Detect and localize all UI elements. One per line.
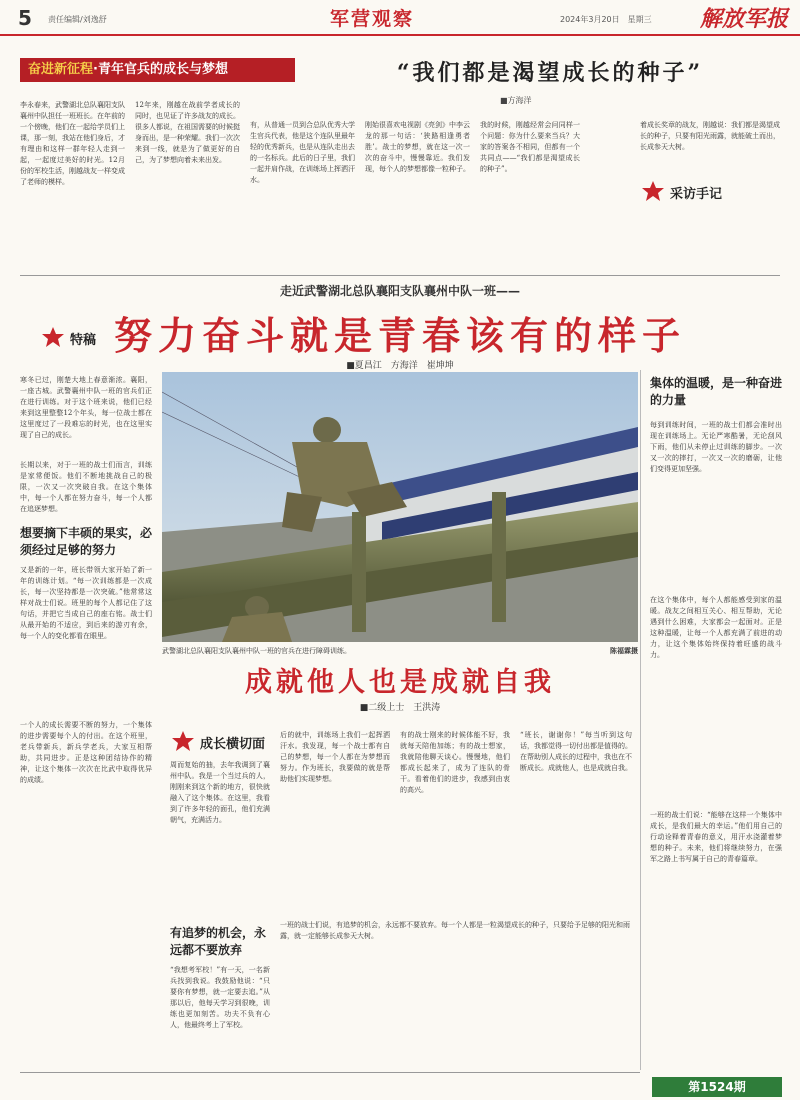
banner-part2: ·青年官兵的成长与梦想: [93, 62, 228, 77]
red-star-icon: [640, 180, 666, 202]
photo-caption-text: 武警湖北总队襄阳支队襄州中队一班的官兵在进行障碍训练。: [162, 647, 351, 655]
main-subhead-1: 想要摘下丰硕的果实，必须经过足够的努力: [20, 526, 153, 557]
right-column-divider: [640, 370, 641, 1070]
recollection-tag: [640, 180, 723, 206]
second-article-byline: ■二级上士 王洪涛: [359, 703, 441, 713]
editors-line: 责任编辑/刘逸舒: [48, 15, 107, 24]
article-title: 努力奋斗就是青春该有的样子: [113, 314, 686, 358]
second-subhead: 有追梦的机会，永远都不要放弃: [170, 926, 267, 957]
top-column-6: 着成长奖章的战友，刚越说：我们都是渴望成长的种子，只要有阳光雨露，就能破土而出，长成参天大树。: [640, 121, 780, 151]
main-right-col-1: 每到训练时间，一班的战士们都会准时出现在训练场上。无论严寒酷暑，无论刮风下雨，他们从未停止过训练的脚步。一次又一次的摔打，一次又一次的磨砺，让他们变得更加坚强。: [650, 421, 782, 473]
newspaper-logo: 解放军报: [700, 6, 789, 32]
main-right-col-3: 一班的战士们说：“能够在这样一个集体中成长，是我们最大的幸运。”他们用自己的行动诠释着青春的意义，用汗水浇灌着梦想的种子。未来，他们将继续努力，在强军之路上书写属于自己的青春篇章。: [650, 811, 782, 863]
second-article-title: 成就他人也是成就自我: [245, 667, 555, 698]
red-star-icon: [40, 326, 66, 348]
second-col-2: 后的就中，训练场上我们一起挥洒汗水。我发现，每一个战士都有自己的梦想，每一个人都在为梦想而努力。作为班长，我要做的就是帮助他们实现梦想。: [280, 731, 390, 783]
page-number: 5: [18, 6, 32, 30]
main-left-col-3: 又是新的一年，班长带领大家开始了新一年的训练计划。“每一次训练都是一次成长，每一次坚持都是一次突破。”他常常这样对战士们说。班里的每个人都记住了这句话，并把它当成自己的座右铭。战士们从最开始的不适应，到后来的游刃有余，每一个人的变化都看在眼里。: [20, 566, 152, 640]
top-column-5: 我的时候，刚越经常会问同样一个问题：你为什么要来当兵？大家的答案各不相同，但都有一个共同点——“我们都是渴望成长的种子”。: [480, 121, 580, 173]
article-byline: ■夏昌江 方海洋 崔坤坤: [346, 361, 454, 371]
top-column-1: 李永春来，武警湖北总队襄阳支队襄州中队担任一班班长。在年前的一个傍晚，他们在一起给学员们上课，那一刻，我站在他们身后，才有理由和这样一群年轻人走到一起，一起度过美好的时光。12月份的军校生活，刚越战友一样变成了老师的模样。: [20, 101, 125, 186]
banner-part1: 奋进新征程: [28, 62, 94, 77]
masthead: [0, 0, 800, 36]
issue-date: 2024年3月20日 星期三: [560, 15, 652, 24]
second-col-4: “班长，谢谢你！”每当听到这句话，我都觉得一切付出都是值得的。在帮助别人成长的过程中，我也在不断成长。成就他人，也是成就自我。: [520, 731, 632, 772]
red-star-icon: [170, 730, 196, 752]
recollection-tag-label: 采访手记: [670, 187, 723, 202]
top-divider: [20, 275, 780, 276]
quote-headline: “我们都是渴望成长的种子”: [396, 60, 704, 86]
issue-number-badge: 第1524期: [652, 1077, 782, 1097]
quote-author: ■方海洋: [500, 96, 532, 105]
second-col-6: 一班的战士们说，有追梦的机会，永远都不要放弃。每一个人都是一粒渴望成长的种子，只要给予足够的阳光和雨露，就一定能够长成参天大树。: [280, 921, 630, 940]
main-right-col-2: 在这个集体中，每个人都能感受到家的温暖。战友之间相互关心、相互帮助，无论遇到什么困难，大家都会一起面对。正是这种温暖，让每一个人都充满了前进的动力，让这个集体始终保持着旺盛的战斗力。: [650, 596, 782, 659]
main-left-col-4: 一个人的成长需要不断的努力，一个集体的进步需要每个人的付出。在这个班里，老兵带新兵，新兵学老兵，大家互相帮助，共同进步。正是这种团结协作的精神，让这个集体一次次在比武中取得优异的成绩。: [20, 721, 152, 784]
feature-tag-label: 特稿: [70, 333, 97, 348]
main-left-col-1: 寒冬已过，刚楚大地上春意渐浓。襄阳，一座古城。武警襄州中队一班的官兵们正在进行训练。对于这个班来说，他们已经来到这里整整12个年头，每一位战士都在这里度过了一段难忘的时光，也在这里实现了自己的成长。: [20, 376, 152, 439]
training-photo: [162, 372, 638, 642]
second-col-3: 有的战士刚来的时候体能不好，我就每天陪他加练；有的战士想家，我就陪他聊天谈心。慢慢地，他们都成长起来了，成为了连队的骨干。看着他们的进步，我感到由衷的高兴。: [400, 731, 510, 794]
main-left-col-2: 长期以来，对于一班的战士们而言，训练是家常便饭。他们不断地挑战自己的极限，一次又一次突破自我。在这个集体中，每一个人都在努力奋斗，每一个人都在追逐梦想。: [20, 461, 152, 513]
top-column-2: 12年来，刚越在战前学者成长的同时，也见证了许多战友的成长。很多人都说，在祖国需要的时候挺身而出，是一种荣耀。我们一次次来到一线，就是为了做更好的自己，为了梦想向着未来出发。: [135, 101, 240, 164]
second-col-1: 周而复始的抽，去年我调到了襄州中队。我是一个当过兵的人，刚刚来到这个新的地方，很快就融入了这个集体。在这里，我看到了许多年轻的面孔，他们充满朝气，充满活力。: [170, 761, 270, 824]
section-title: 军营观察: [330, 8, 415, 30]
photo-caption: [162, 646, 638, 656]
main-subhead-right: 集体的温暖，是一种奋进的力量: [650, 376, 783, 407]
training-photo-illustration: [162, 372, 638, 642]
column-banner: [20, 58, 295, 82]
article-kicker: 走近武警湖北总队襄阳支队襄州中队一班——: [279, 284, 520, 298]
photo-credit: 陈福霖摄: [610, 647, 638, 655]
second-article-tag: [170, 730, 266, 756]
second-article-tag-label: 成长横切面: [200, 737, 266, 752]
bottom-divider: [20, 1072, 640, 1073]
feature-tag: [40, 326, 97, 352]
second-col-5: “我想考军校！”有一天，一名新兵找到我说。我鼓励他说：“只要你有梦想，就一定要去追。”从那以后，他每天学习到很晚，训练也更加刻苦。功夫不负有心人，他最终考上了军校。: [170, 966, 270, 1029]
top-column-3: 有，从普通一员到合总队优秀大学生官兵代表，他是这个连队里最年轻的优秀新兵，也是从连队走出去的一名标兵。此后的日子里，我们一起并肩作战，在训练场上挥洒汗水。: [250, 121, 355, 184]
top-column-4: 刚始很喜欢电视剧《亮剑》中李云龙的那一句话：‘狭路相逢勇者胜’。战士的梦想，就在这一次一次的奋斗中，慢慢靠近。我们发现，每个人的梦想都像一粒种子。: [365, 121, 470, 173]
